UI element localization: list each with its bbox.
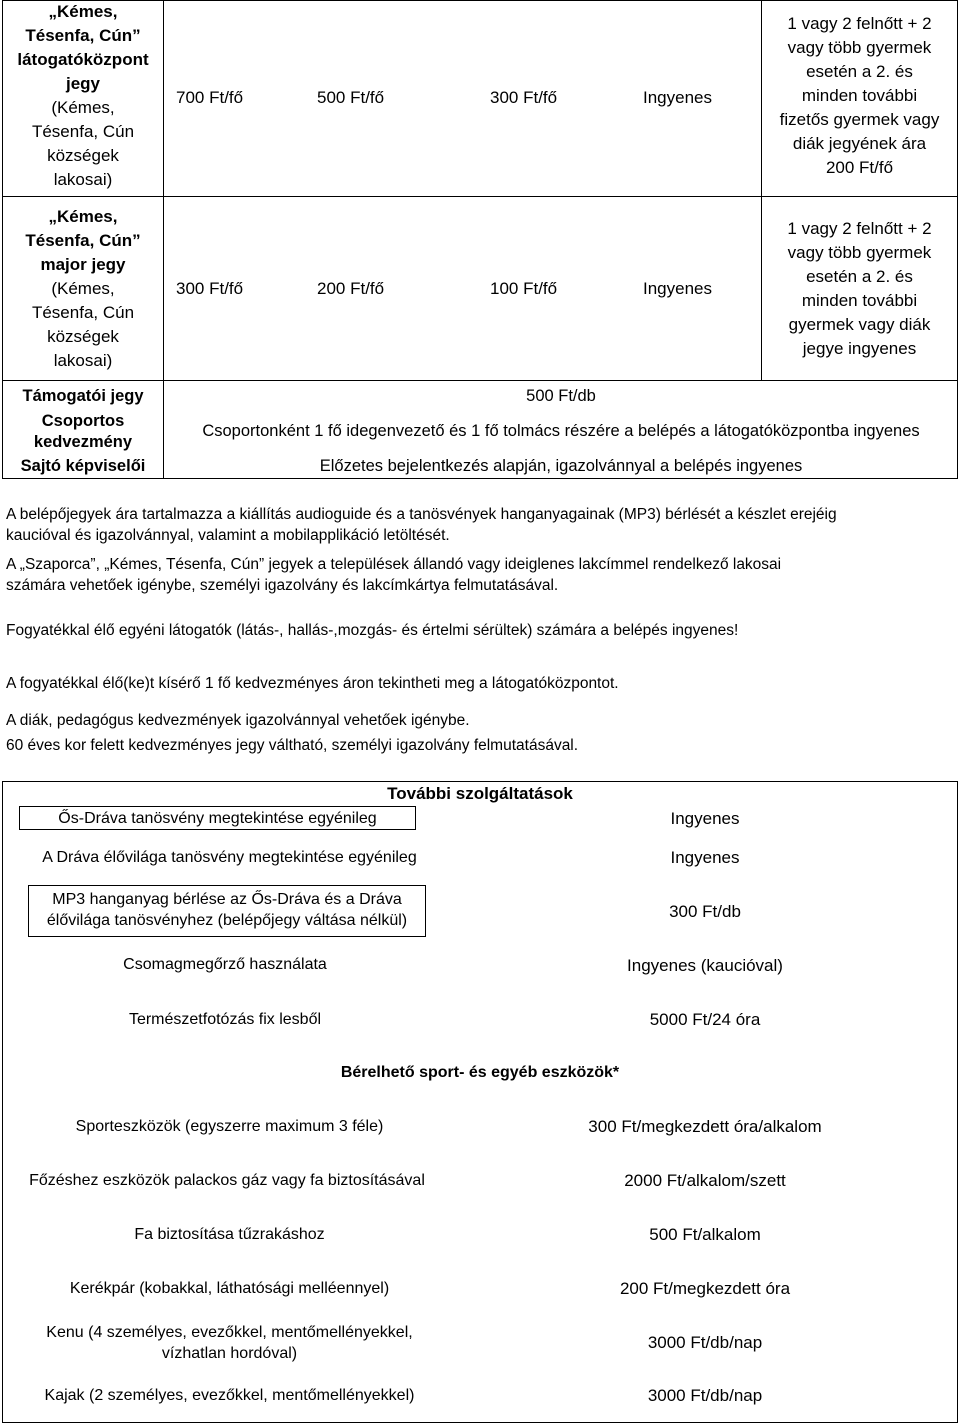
label-normal-line: lakosai) [53,170,113,189]
press-label: Sajtó képviselői [20,457,146,475]
label-line: Csoportos [41,412,125,430]
table-row-divider [2,196,958,197]
family-discount-note [763,217,956,361]
rental-name: Fa biztosítása tűzrakáshoz [134,1226,325,1243]
note-line: 1 vagy 2 felnőtt + 2 [787,14,932,33]
group-discount-label [4,411,162,453]
info-paragraph-audioguide [6,504,956,546]
para-line: kaucióval és igazolvánnyal, valamint a mobilapplikáció letöltését. [6,527,450,544]
note-line: vagy több gyermek [787,243,932,262]
rental-name: Kajak (2 személyes, evezőkkel, mentőmellényekkel) [44,1387,415,1404]
rental-price: 3000 Ft/db/nap [647,1333,763,1352]
service-name-line: élővilága tanösvényhez (belépőjegy váltása nélkül) [46,912,408,929]
service-name: Természetfotózás fix lesből [128,1011,322,1028]
service-name: Csomagmegőrző használata [123,956,327,973]
para-line: A „Szaporca”, „Kémes, Tésenfa, Cún” jegyek a települések állandó vagy ideiglenes lakcímmel rendelkező lakosai [6,556,782,573]
service-name: A Dráva élővilága tanösvény megtekintése egyénileg [42,849,417,866]
info-paragraph-senior: 60 éves kor felett kedvezményes jegy váltható, személyi igazolvány felmutatásával. [6,737,579,754]
rental-name-line: vízhatlan hordóval) [161,1345,298,1362]
info-paragraph-student: A diák, pedagógus kedvezmények igazolvánnyal vehetőek igénybe. [6,712,470,729]
table-border-bottom [2,478,958,479]
rental-price: 300 Ft/megkezdett óra/alkalom [588,1117,822,1136]
table-row-divider [2,380,958,381]
price-child: 100 Ft/fő [490,279,558,298]
para-line: számára vehetőek igénybe, személyi igazolvány és lakcímkártya felmutatásával. [6,577,559,594]
note-line: minden további [801,86,918,105]
note-line: fizetős gyermek vagy [779,110,940,129]
note-line: minden további [801,291,918,310]
rental-price: 500 Ft/alkalom [649,1225,761,1244]
note-line: jegye ingyenes [802,339,917,358]
note-line: gyermek vagy diák [788,315,931,334]
service-price: Ingyenes [670,848,740,867]
rental-name [7,1322,452,1364]
family-discount-note [763,12,956,180]
table-col-divider [761,0,762,381]
info-paragraph-companion: A fogyatékkal élő(ke)t kísérő 1 fő kedvezményes áron tekintheti meg a látogatóközpontot. [6,675,619,692]
rental-name: Kerékpár (kobakkal, láthatósági melléennyel) [69,1280,390,1297]
service-price: Ingyenes [670,809,740,828]
press-value: Előzetes bejelentkezés alapján, igazolvánnyal a belépés ingyenes [319,457,803,475]
label-bold-line: „Kémes, [48,207,118,226]
label-bold-line: Tésenfa, Cún” [25,231,141,250]
label-bold-line: major jegy [40,255,126,274]
price-free: Ingyenes [643,279,712,298]
rental-name: Sporteszközök (egyszerre maximum 3 féle) [75,1118,384,1135]
rentals-title: Bérelhető sport- és egyéb eszközök* [340,1064,620,1081]
price-child: 300 Ft/fő [490,88,558,107]
label-normal-line: lakosai) [53,351,113,370]
rental-name: Főzéshez eszközök palackos gáz vagy fa biztosításával [29,1172,425,1189]
service-name-line: MP3 hanganyag bérlése az Ős-Dráva és a Dráva [52,891,402,908]
para-line: A belépőjegyek ára tartalmazza a kiállítás audioguide és a tanösvények hanganyagainak (MP3) bérlését a készlet erejéig [6,506,837,523]
label-normal-line: Tésenfa, Cún [31,303,135,322]
support-ticket-label: Támogatói jegy [22,387,144,405]
service-price: 300 Ft/db [669,902,741,921]
label-line: kedvezmény [33,433,133,451]
label-normal-line: községek [47,146,119,165]
rental-name-line: Kenu (4 személyes, evezőkkel, mentőmellényekkel, [46,1324,413,1341]
note-line: diák jegyének ára [792,134,927,153]
label-normal-line: községek [47,327,119,346]
label-bold-line: látogatóközpont [17,50,149,69]
price-adult: 300 Ft/fő [176,279,244,298]
price-adult: 700 Ft/fő [176,88,244,107]
price-student: 200 Ft/fő [317,279,385,298]
note-line: vagy több gyermek [787,38,932,57]
service-price: 5000 Ft/24 óra [649,1010,761,1029]
price-student: 500 Ft/fő [317,88,385,107]
note-line: 200 Ft/fő [825,158,894,177]
note-line: 1 vagy 2 felnőtt + 2 [787,219,932,238]
group-discount-value: Csoportonként 1 fő idegenvezető és 1 fő tolmács részére a belépés a látogatóközpontba ingyenes [202,422,920,440]
label-bold-line: jegy [65,74,101,93]
ticket-row-label [4,205,162,373]
note-line: esetén a 2. és [806,62,913,81]
service-price: Ingyenes (kaucióval) [627,956,783,975]
label-bold-line: „Kémes, [48,2,118,21]
table-col-divider [163,0,164,479]
info-paragraph-disabled: Fogyatékkal élő egyéni látogatók (látás-, hallás-,mozgás- és értelmi sérültek) számára a belépés ingyenes! [6,622,739,639]
support-ticket-value: 500 Ft/db [526,387,596,405]
note-line: esetén a 2. és [806,267,913,286]
rental-price: 3000 Ft/db/nap [647,1386,763,1405]
table-border-right [957,0,958,479]
label-normal-line: Tésenfa, Cún [31,122,135,141]
label-normal-line: (Kémes, [51,98,115,117]
price-free: Ingyenes [643,88,712,107]
label-bold-line: Tésenfa, Cún” [25,26,141,45]
label-normal-line: (Kémes, [51,279,115,298]
rental-price: 2000 Ft/alkalom/szett [624,1171,786,1190]
info-paragraph-residents [6,554,956,596]
services-title: További szolgáltatások [387,784,573,803]
table-border-left [2,0,3,479]
service-name: Ős-Dráva tanösvény megtekintése egyénileg [58,810,377,827]
rental-price: 200 Ft/megkezdett óra [619,1279,791,1298]
service-name [28,889,426,931]
ticket-row-label [4,0,162,192]
